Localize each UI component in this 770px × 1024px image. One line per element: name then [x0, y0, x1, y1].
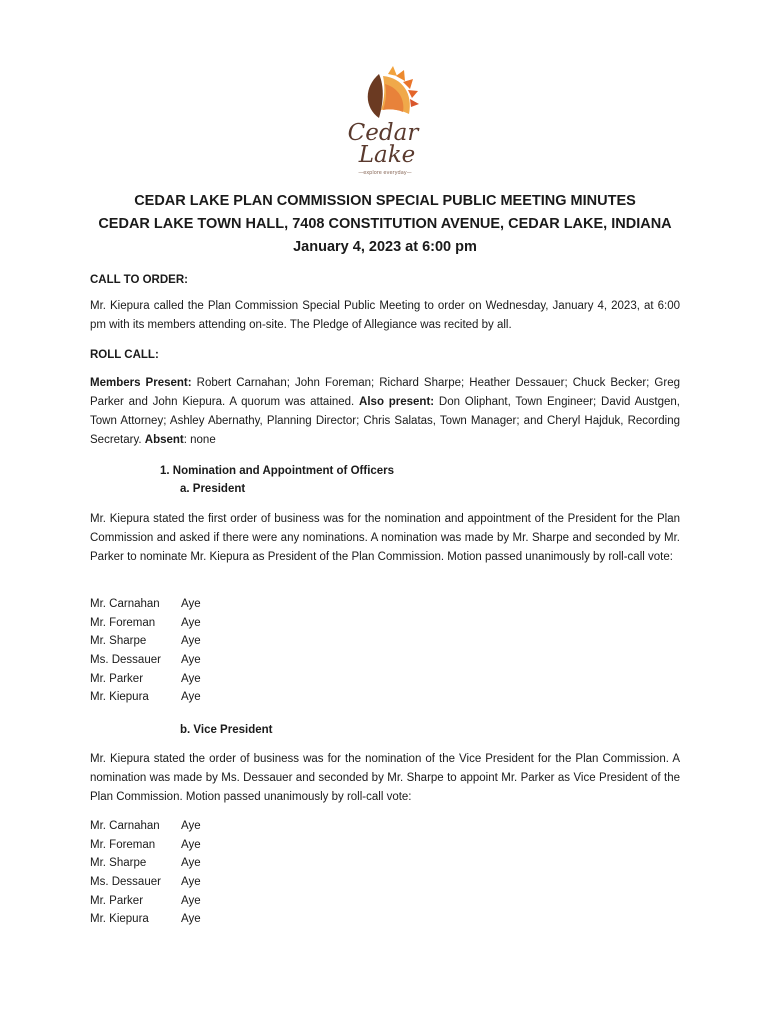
vote-value: Aye — [181, 598, 201, 610]
members-present-list: Robert Carnahan; John Foreman; Richard Sharpe; Heather Dessauer; Chuck Becker; Greg Parker and John Kiepura. A quorum was attained. — [90, 377, 680, 408]
voter-name: Mr. Sharpe — [90, 857, 147, 870]
vote-value: Aye — [181, 894, 201, 907]
vote-value: Aye — [181, 838, 201, 851]
voter-name: Mr. Foreman — [90, 838, 156, 851]
cedar-lake-logo — [333, 64, 437, 180]
vote-value: Aye — [181, 857, 201, 870]
vote-value: Aye — [181, 820, 201, 832]
meeting-date: January 4, 2023 at 6:00 pm — [293, 239, 477, 255]
vote-row — [90, 836, 201, 855]
document-title: CEDAR LAKE PLAN COMMISSION SPECIAL PUBLIC MEETING MINUTES — [134, 193, 636, 209]
vote-row — [90, 614, 201, 633]
vote-row — [90, 651, 201, 670]
logo-tagline: —explore everyday— — [358, 170, 412, 176]
vote-value: Aye — [181, 876, 201, 889]
vote-row — [90, 910, 201, 929]
voter-name: Mr. Parker — [90, 672, 144, 685]
vote-row — [90, 595, 201, 614]
voter-name: Ms. Dessauer — [90, 654, 161, 667]
voter-name: Mr. Carnahan — [90, 598, 160, 610]
item1-heading: 1. Nomination and Appointment of Officers — [160, 465, 395, 477]
voter-name: Mr. Kiepura — [90, 913, 149, 926]
president-nomination-text: Mr. Kiepura stated the first order of business was for the nomination and appointment of the President for the Plan Commission and asked if there were any nominations. A nomination was made by Mr. Sharpe and seconded by Mr. Parker to nominate Mr. Kiepura as President of the Plan Commission. Motion passed unanimously by roll-call vote: — [90, 513, 680, 563]
logo-text-cedar: Cedar — [347, 120, 419, 146]
vice-president-nomination-text: Mr. Kiepura stated the order of business was for the nomination of the Vice President for the Plan Commission. A nomination was made by Ms. Dessauer and seconded by Mr. Sharpe to appoint Mr. Parker as Vice President of the Plan Commission. Motion passed unanimously by roll-call vote: — [90, 753, 680, 803]
voter-name: Mr. Kiepura — [90, 691, 149, 704]
voter-name: Mr. Carnahan — [90, 820, 160, 832]
vote-value: Aye — [181, 616, 201, 629]
vote-row — [90, 688, 201, 707]
absent-label: Absent — [144, 434, 184, 446]
vote-value: Aye — [181, 672, 201, 685]
voter-name: Mr. Foreman — [90, 616, 156, 629]
voter-name: Ms. Dessauer — [90, 876, 161, 889]
vote-value: Aye — [181, 635, 201, 648]
roll-call-text — [90, 374, 680, 450]
vote-row — [90, 892, 201, 911]
vice-president-vote-list — [90, 817, 201, 929]
also-present-list: Don Oliphant, Town Engineer; David Austgen, Town Attorney; Ashley Abernathy, Planning Director; Chris Salatas, Town Manager; and Cheryl Hajduk, Recording Secretary. — [90, 396, 680, 446]
logo-text-lake: Lake — [358, 142, 416, 168]
logo-graphic — [333, 64, 437, 180]
vote-row — [90, 854, 201, 873]
vote-value: Aye — [181, 691, 201, 704]
absent-list: : none — [183, 434, 216, 446]
voter-name: Mr. Parker — [90, 894, 144, 907]
president-vote-list — [90, 595, 201, 707]
vote-row — [90, 817, 201, 836]
meeting-location: CEDAR LAKE TOWN HALL, 7408 CONSTITUTION AVENUE, CEDAR LAKE, INDIANA — [98, 216, 672, 232]
item1-sub-vice-president: b. Vice President — [180, 724, 273, 736]
vote-row — [90, 670, 201, 689]
call-to-order-label: CALL TO ORDER: — [90, 274, 188, 286]
call-to-order-text: Mr. Kiepura called the Plan Commission Special Public Meeting to order on Wednesday, January 4, 2023, at 6:00 pm with its members attending on-site. The Pledge of Allegiance was recited by all. — [90, 300, 680, 331]
vote-row — [90, 873, 201, 892]
vote-row — [90, 632, 201, 651]
vote-value: Aye — [181, 913, 201, 926]
members-present-label: Members Present: — [90, 377, 192, 389]
also-present-label: Also present: — [359, 396, 435, 408]
item1-sub-president: a. President — [180, 483, 246, 495]
roll-call-label: ROLL CALL: — [90, 349, 159, 361]
voter-name: Mr. Sharpe — [90, 635, 147, 648]
vote-value: Aye — [181, 654, 201, 667]
